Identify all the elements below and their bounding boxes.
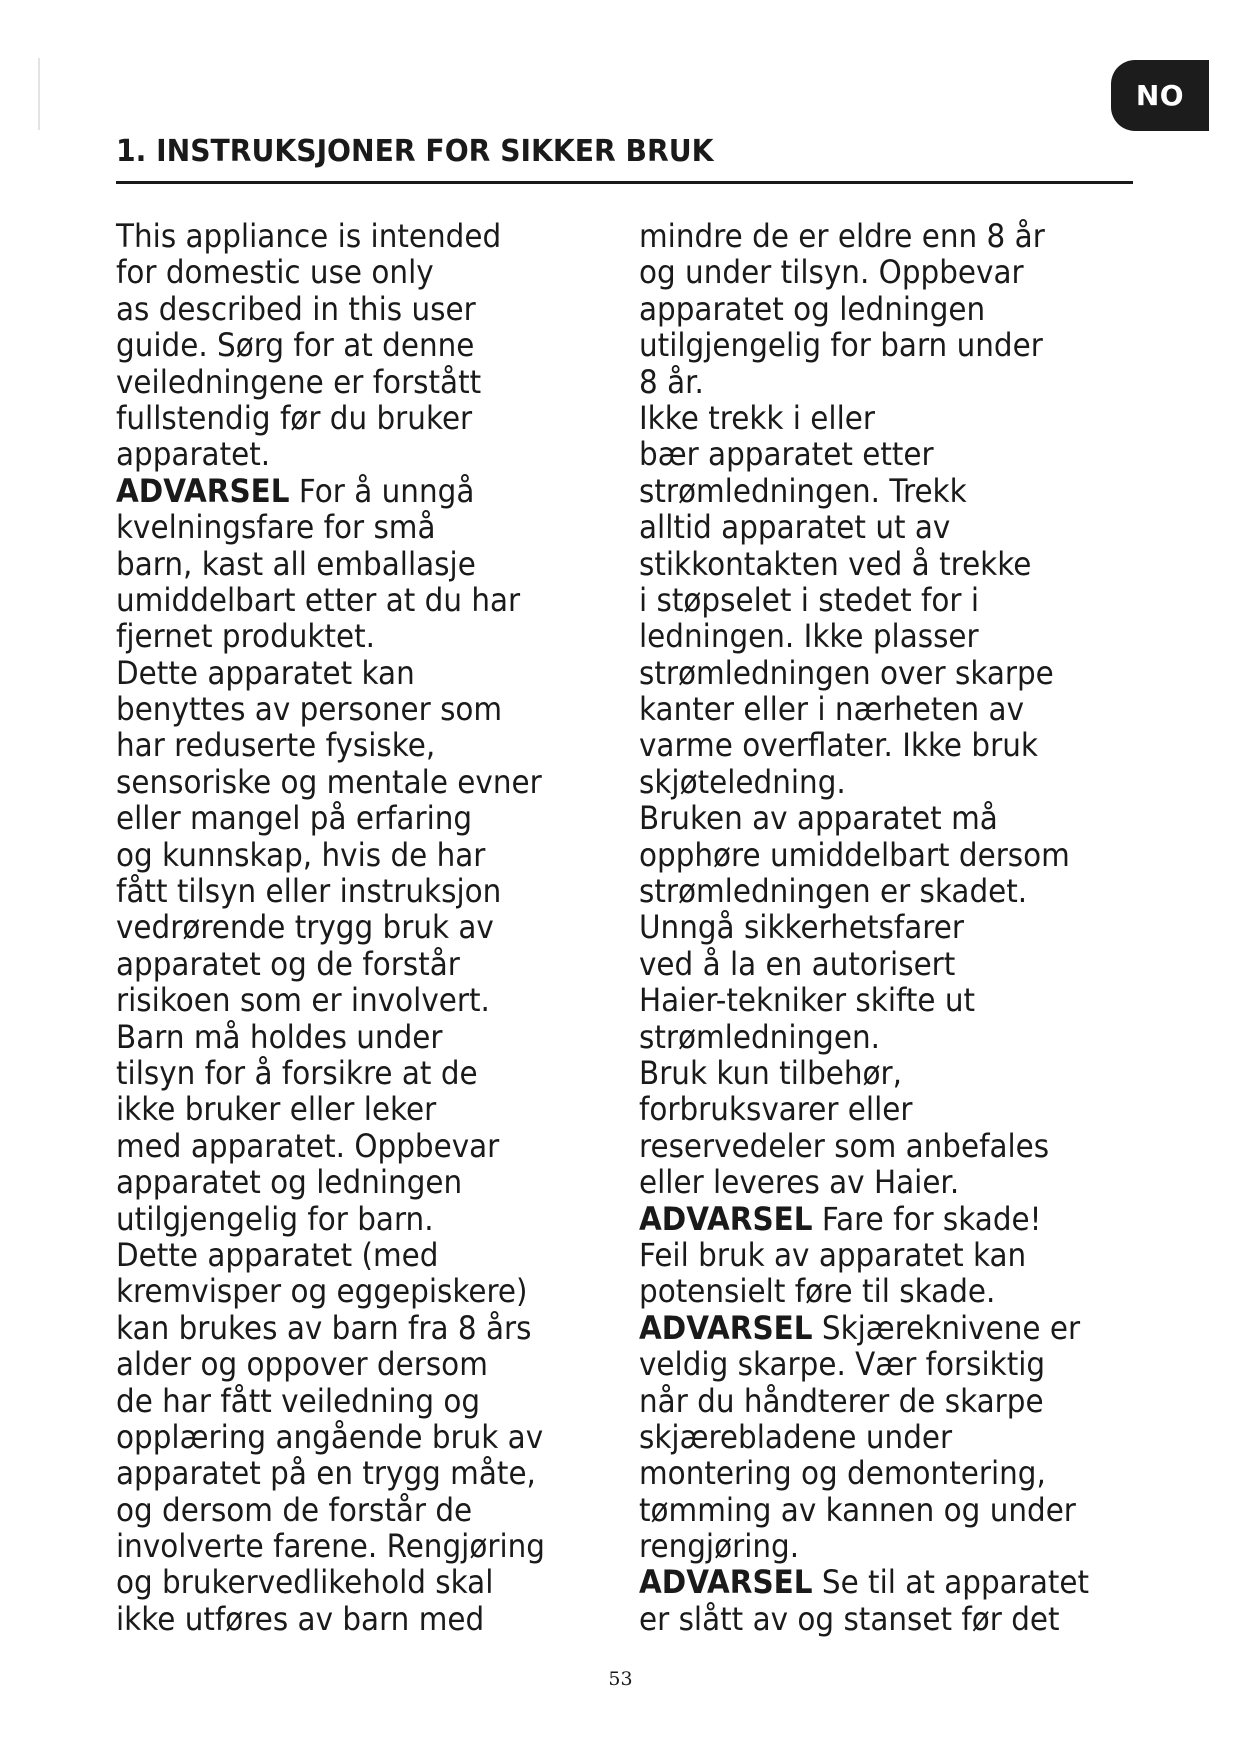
text-line (639, 655, 1108, 691)
text-line (639, 1346, 1108, 1382)
line-text: Unngå sikkerhetsfarer (639, 908, 964, 947)
line-text: kremvisper og eggepiskere) (116, 1272, 528, 1311)
text-line (116, 582, 585, 618)
line-text: strømledningen over skarpe (639, 653, 1054, 692)
line-text: kan brukes av barn fra 8 års (116, 1308, 532, 1347)
line-text: skjøteledning. (639, 762, 846, 801)
line-text: sensoriske og mentale evner (116, 762, 542, 801)
text-line (639, 800, 1108, 836)
text-line (639, 327, 1108, 363)
text-line (116, 1346, 585, 1382)
line-text: Skjæreknivene er (812, 1308, 1081, 1347)
line-text: alltid apparatet ut av (639, 508, 951, 547)
text-line (116, 1201, 585, 1237)
text-line (116, 1492, 585, 1528)
title-divider (116, 181, 1133, 184)
line-text: guide. Sørg for at denne (116, 326, 475, 365)
line-text: Dette apparatet (med (116, 1235, 439, 1274)
warning-label: ADVARSEL (639, 1199, 813, 1238)
line-text: ved å la en autorisert (639, 944, 956, 983)
text-line (639, 946, 1108, 982)
line-text: eller mangel på erfaring (116, 799, 473, 838)
text-line (116, 436, 585, 472)
line-text: veiledningene er forstått (116, 362, 482, 401)
text-line (116, 291, 585, 327)
line-text: forbruksvarer eller (639, 1090, 913, 1129)
text-line (639, 727, 1108, 763)
line-text: ikke utføres av barn med (116, 1599, 485, 1638)
line-text: utilgjengelig for barn under (639, 326, 1043, 365)
line-text: kvelningsfare for små (116, 508, 436, 547)
line-text: eller leveres av Haier. (639, 1163, 960, 1202)
text-line (116, 837, 585, 873)
line-text: benyttes av personer som (116, 690, 503, 729)
text-line (639, 764, 1108, 800)
line-text: rengjøring. (639, 1527, 800, 1566)
text-line (639, 1492, 1108, 1528)
text-line (639, 1273, 1108, 1309)
text-line (639, 618, 1108, 654)
text-line (116, 1455, 585, 1491)
text-line (639, 1055, 1108, 1091)
text-line (639, 691, 1108, 727)
text-line (639, 1564, 1108, 1600)
line-text: i støpselet i stedet for i (639, 580, 980, 619)
text-line (116, 254, 585, 290)
line-text: kanter eller i nærheten av (639, 690, 1024, 729)
text-line (639, 1019, 1108, 1055)
text-line (116, 909, 585, 945)
line-text: 8 år. (639, 362, 704, 401)
text-line (116, 364, 585, 400)
line-text: apparatet og ledningen (639, 289, 986, 328)
text-line (639, 582, 1108, 618)
language-tab: NO (1111, 60, 1209, 131)
line-text: Ikke trekk i eller (639, 398, 875, 437)
section-title: 1. INSTRUKSJONER FOR SIKKER BRUK (116, 134, 714, 169)
text-line (116, 946, 585, 982)
text-line (116, 873, 585, 909)
line-text: apparatet på en trygg måte, (116, 1454, 536, 1493)
left-text-column (116, 218, 626, 1637)
text-line (116, 1128, 585, 1164)
line-text: apparatet og de forstår (116, 944, 460, 983)
text-line (639, 436, 1108, 472)
line-text: as described in this user (116, 289, 476, 328)
line-text: ikke bruker eller leker (116, 1090, 437, 1129)
text-line (116, 1383, 585, 1419)
text-line (639, 982, 1108, 1018)
line-text: og brukervedlikehold skal (116, 1563, 494, 1602)
line-text: montering og demontering, (639, 1454, 1046, 1493)
text-line (639, 1528, 1108, 1564)
text-line (639, 1455, 1108, 1491)
text-line (116, 400, 585, 436)
line-text: vedrørende trygg bruk av (116, 908, 494, 947)
line-text: strømledningen. Trekk (639, 471, 967, 510)
text-line (116, 1091, 585, 1127)
line-text: Se til at apparatet (812, 1563, 1090, 1602)
line-text: strømledningen er skadet. (639, 872, 1028, 911)
line-text: alder og oppover dersom (116, 1345, 488, 1384)
text-line (639, 364, 1108, 400)
line-text: har reduserte fysiske, (116, 726, 436, 765)
text-line (639, 473, 1108, 509)
text-line (116, 764, 585, 800)
text-line (116, 691, 585, 727)
line-text: strømledningen. (639, 1017, 880, 1056)
text-line (116, 1528, 585, 1564)
text-line (639, 291, 1108, 327)
text-line (639, 1383, 1108, 1419)
text-line (639, 254, 1108, 290)
line-text: bær apparatet etter (639, 435, 934, 474)
line-text: risikoen som er involvert. (116, 981, 490, 1020)
text-line (639, 1091, 1108, 1127)
text-line (639, 837, 1108, 873)
text-line (639, 400, 1108, 436)
text-line (116, 1564, 585, 1600)
page-number: 53 (608, 1668, 633, 1690)
line-text: og under tilsyn. Oppbevar (639, 253, 1024, 292)
line-text: og kunnskap, hvis de har (116, 835, 486, 874)
line-text: Dette apparatet kan (116, 653, 415, 692)
line-text: umiddelbart etter at du har (116, 580, 521, 619)
text-line (639, 1310, 1108, 1346)
line-text: er slått av og stanset før det (639, 1599, 1060, 1638)
line-text: This appliance is intended (116, 217, 502, 255)
line-text: utilgjengelig for barn. (116, 1199, 434, 1238)
line-text: barn, kast all emballasje (116, 544, 476, 583)
warning-label: ADVARSEL (116, 471, 290, 510)
text-line (116, 1310, 585, 1346)
line-text: stikkontakten ved å trekke (639, 544, 1032, 583)
line-text: tilsyn for å forsikre at de (116, 1053, 478, 1092)
text-line (116, 1019, 585, 1055)
warning-label: ADVARSEL (639, 1308, 813, 1347)
line-text: opphøre umiddelbart dersom (639, 835, 1070, 874)
line-text: og dersom de forstår de (116, 1490, 473, 1529)
line-text: involverte farene. Rengjøring (116, 1527, 545, 1566)
text-line (116, 1273, 585, 1309)
line-text: opplæring angående bruk av (116, 1417, 544, 1456)
line-text: fått tilsyn eller instruksjon (116, 872, 502, 911)
line-text: Bruken av apparatet må (639, 799, 998, 838)
text-line (639, 1128, 1108, 1164)
text-line (639, 1237, 1108, 1273)
text-line (639, 1201, 1108, 1237)
line-text: Feil bruk av apparatet kan (639, 1235, 1027, 1274)
text-line (639, 509, 1108, 545)
text-line (116, 1164, 585, 1200)
line-text: med apparatet. Oppbevar (116, 1126, 500, 1165)
line-text: apparatet og ledningen (116, 1163, 463, 1202)
text-line (639, 218, 1108, 254)
line-text: apparatet. (116, 435, 271, 474)
text-line (116, 1419, 585, 1455)
text-line (639, 1601, 1108, 1637)
right-text-column (639, 218, 1149, 1637)
text-line (116, 655, 585, 691)
line-text: skjærebladene under (639, 1417, 953, 1456)
line-text: For å unngå (289, 471, 475, 510)
text-line (639, 909, 1108, 945)
line-text: varme overflater. Ikke bruk (639, 726, 1038, 765)
text-line (639, 1419, 1108, 1455)
text-line (639, 1164, 1108, 1200)
text-line (116, 1237, 585, 1273)
line-text: mindre de er eldre enn 8 år (639, 217, 1045, 255)
text-line (116, 473, 585, 509)
line-text: for domestic use only (116, 253, 434, 292)
text-line (116, 982, 585, 1018)
text-line (116, 618, 585, 654)
line-text: veldig skarpe. Vær forsiktig (639, 1345, 1046, 1384)
line-text: ledningen. Ikke plasser (639, 617, 979, 656)
line-text: Barn må holdes under (116, 1017, 443, 1056)
warning-label: ADVARSEL (639, 1563, 813, 1602)
line-text: potensielt føre til skade. (639, 1272, 996, 1311)
line-text: Haier-tekniker skifte ut (639, 981, 976, 1020)
line-text: når du håndterer de skarpe (639, 1381, 1044, 1420)
line-text: fjernet produktet. (116, 617, 376, 656)
text-line (116, 800, 585, 836)
margin-mark (38, 58, 40, 130)
line-text: Fare for skade! (812, 1199, 1042, 1238)
line-text: reservedeler som anbefales (639, 1126, 1050, 1165)
text-line (116, 218, 585, 254)
text-line (116, 327, 585, 363)
line-text: de har fått veiledning og (116, 1381, 481, 1420)
text-line (116, 546, 585, 582)
text-line (116, 509, 585, 545)
text-line (639, 873, 1108, 909)
text-line (116, 1601, 585, 1637)
line-text: tømming av kannen og under (639, 1490, 1076, 1529)
text-line (116, 1055, 585, 1091)
text-line (639, 546, 1108, 582)
line-text: Bruk kun tilbehør, (639, 1053, 903, 1092)
text-line (116, 727, 585, 763)
line-text: fullstendig før du bruker (116, 398, 473, 437)
